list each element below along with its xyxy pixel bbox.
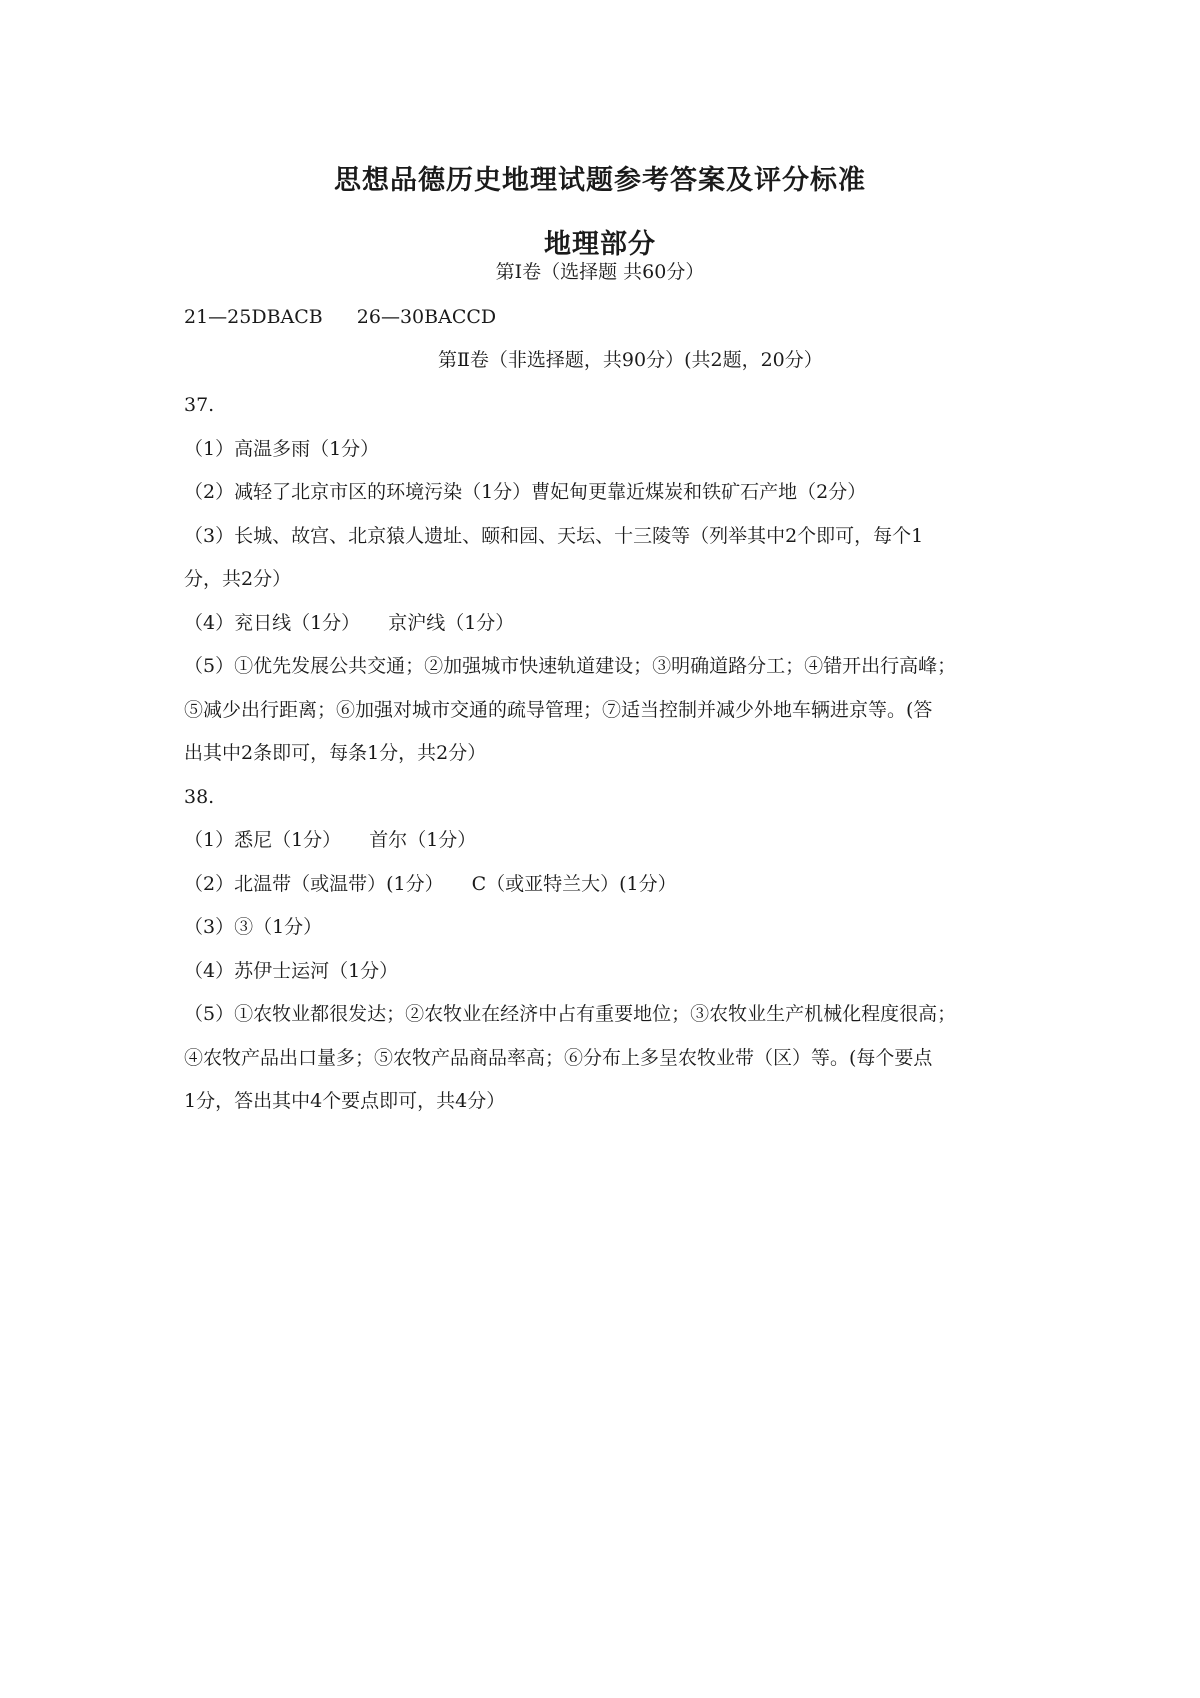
q38-answer-5-line2: ④农牧产品出口量多；⑤农牧产品商品率高；⑥分布上多呈农牧业带（区）等。(每个要点 bbox=[184, 1047, 933, 1069]
q38-answer-1b: 首尔（1分） bbox=[369, 829, 477, 851]
q37-answer-2: （2）减轻了北京市区的环境污染（1分）曹妃甸更靠近煤炭和铁矿石产地（2分） bbox=[184, 481, 867, 503]
q37-answer-5-line1: （5）①优先发展公共交通；②加强城市快速轨道建设；③明确道路分工；④错开出行高峰； bbox=[184, 655, 957, 677]
q37-answer-5-line3: 出其中2条即可，每条1分，共2分） bbox=[184, 742, 487, 764]
part1-heading: 第Ⅰ卷（选择题 共60分） bbox=[495, 261, 705, 283]
part2-heading: 第Ⅱ卷（非选择题，共90分）(共2题，20分） bbox=[438, 349, 823, 371]
q38-answer-1a: （1）悉尼（1分） bbox=[184, 829, 342, 851]
multiple-choice-answers bbox=[184, 305, 496, 329]
q37-answer-4 bbox=[184, 611, 514, 635]
q37-answer-3-line2: 分，共2分） bbox=[184, 568, 292, 590]
q37-answer-3-line1: （3）长城、故宫、北京猿人遗址、颐和园、天坛、十三陵等（列举其中2个即可，每个1 bbox=[184, 525, 924, 547]
q37-answer-1: （1）高温多雨（1分） bbox=[184, 438, 380, 460]
answers-26-30: 26—30BACCD bbox=[356, 306, 497, 328]
question-37-number: 37. bbox=[184, 394, 215, 416]
q38-answer-3: （3）③（1分） bbox=[184, 916, 323, 938]
question-38-number: 38. bbox=[184, 786, 215, 808]
q37-answer-5-line2: ⑤减少出行距离；⑥加强对城市交通的疏导管理；⑦适当控制并减少外地车辆进京等。(答 bbox=[184, 699, 933, 721]
answers-21-25: 21—25DBACB bbox=[184, 306, 323, 328]
q38-answer-5-line1: （5）①农牧业都很发达；②农牧业在经济中占有重要地位；③农牧业生产机械化程度很高； bbox=[184, 1003, 957, 1025]
q38-answer-2b: C（或亚特兰大）(1分） bbox=[471, 873, 677, 895]
q37-answer-4a: （4）兖日线（1分） bbox=[184, 612, 361, 634]
q37-answer-4b: 京沪线（1分） bbox=[388, 612, 515, 634]
section-subtitle: 地理部分 bbox=[544, 229, 656, 260]
page-title: 思想品德历史地理试题参考答案及评分标准 bbox=[334, 165, 866, 196]
q38-answer-2a: （2）北温带（或温带）(1分） bbox=[184, 873, 444, 895]
q38-answer-2 bbox=[184, 872, 677, 896]
q38-answer-4: （4）苏伊士运河（1分） bbox=[184, 960, 399, 982]
q38-answer-1 bbox=[184, 828, 476, 852]
q38-answer-5-line3: 1分，答出其中4个要点即可，共4分） bbox=[184, 1090, 506, 1112]
